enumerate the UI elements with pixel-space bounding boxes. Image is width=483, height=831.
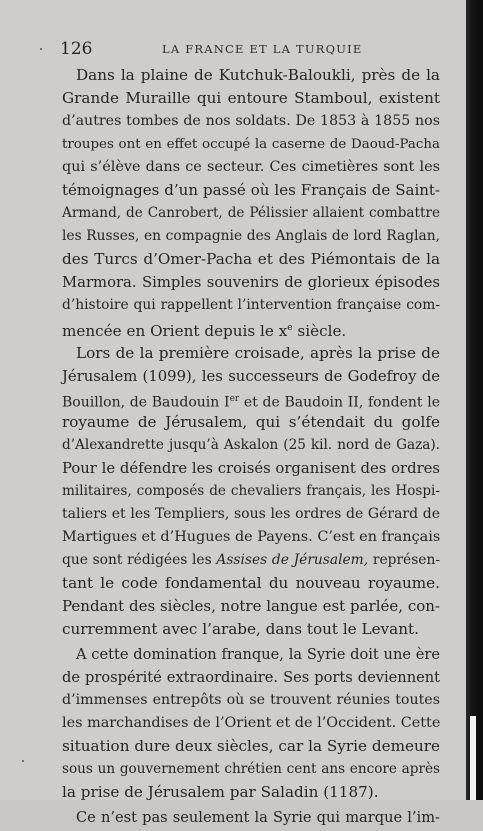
text-line: d’immenses entrepôts où se trouvent réunies toutes xyxy=(62,692,440,708)
text-line: situation dure deux siècles, car la Syrie demeure xyxy=(62,737,440,755)
running-head: LA FRANCE ET LA TURQUIE xyxy=(162,42,363,56)
text-line: qui s’élève dans ce secteur. Ces cimetières sont les xyxy=(62,159,440,175)
text-line: Grande Muraille qui entoure Stamboul, existent xyxy=(62,89,440,107)
text-line: Pour le défendre les croisés organisent des ordres xyxy=(62,460,440,477)
text-line: d’autres tombes de nos soldats. De 1853 à 1855 nos xyxy=(62,113,440,129)
page-number: 126 xyxy=(60,39,93,59)
italic-title: Assises de Jérusalem, xyxy=(216,552,369,568)
text-line: Dans la plaine de Kutchuk-Baloukli, près de la xyxy=(76,66,440,84)
text-line: Marmora. Simples souvenirs de glorieux épisodes xyxy=(62,274,440,291)
paragraph-1 xyxy=(62,64,440,340)
text-line: curremment avec l’arabe, dans tout le Levant. xyxy=(62,620,419,638)
text-line: les marchandises de l’Orient et de l’Occident. Cette xyxy=(62,715,441,731)
text-line: royaume de Jérusalem, qui s’étendait du golfe xyxy=(62,413,440,431)
paragraph-4 xyxy=(62,806,440,829)
text-fragment: que sont rédigées les xyxy=(62,552,217,568)
text-line: militaires, composés de chevaliers français, les Hospi- xyxy=(62,483,440,499)
text-line: des Turcs d’Omer-Pacha et des Piémontais de la xyxy=(62,250,440,268)
text-line: Martigues et d’Hugues de Payens. C’est en français xyxy=(62,529,441,545)
text-line: tant le code fondamental du nouveau royaume. xyxy=(62,574,440,592)
superscript: er xyxy=(229,394,240,404)
text-line: A cette domination franque, la Syrie doit une ère xyxy=(76,646,440,663)
text-line: taliers et les Templiers, sous les ordres de Gérard de xyxy=(62,506,440,522)
print-speck xyxy=(22,760,24,762)
text-line: la prise de Jérusalem par Saladin (1187). xyxy=(62,783,379,801)
text-fragment: siècle. xyxy=(292,322,347,341)
text-line: troupes ont en effet occupé la caserne de Daoud-Pacha xyxy=(62,137,440,152)
text-line: de prospérité extraordinaire. Ses ports deviennent xyxy=(62,669,440,686)
text-line: Armand, de Canrobert, de Pélissier allaient combattre xyxy=(62,205,440,221)
text-line: Ce n’est pas seulement la Syrie qui marque l’im- xyxy=(76,809,440,826)
text-line: sous un gouvernement chrétien cent ans encore après xyxy=(62,761,440,777)
page-edge-highlight xyxy=(470,716,476,800)
text-fragment: Bouillon, de Baudouin I xyxy=(62,394,230,411)
book-spine-shadow xyxy=(466,0,483,800)
text-fragment: mencée en Orient depuis le x xyxy=(62,322,288,341)
body-text xyxy=(62,64,440,831)
print-speck xyxy=(40,48,42,50)
page-header xyxy=(60,39,440,59)
text-line: Pendant des siècles, notre langue est parlée, con- xyxy=(62,597,440,615)
superscript: e xyxy=(287,323,293,333)
text-line xyxy=(62,317,440,340)
text-line: Lors de la première croisade, après la prise de xyxy=(76,344,440,362)
paragraph-3 xyxy=(62,643,440,804)
text-fragment: représen- xyxy=(368,552,440,568)
text-line: témoignages d’un passé où les Français de Saint- xyxy=(62,181,440,199)
text-line: les Russes, en compagnie des Anglais de lord Raglan, xyxy=(62,228,440,244)
text-line xyxy=(62,388,440,411)
text-line xyxy=(62,549,440,572)
text-line: Jérusalem (1099), les successeurs de Godefroy de xyxy=(62,368,440,385)
text-line: d’Alexandrette jusqu’à Askalon (25 kil. nord de Gaza). xyxy=(62,437,440,453)
paragraph-2 xyxy=(62,342,440,641)
text-line: d’histoire qui rappellent l’intervention française com- xyxy=(62,297,440,313)
text-fragment: et de Baudoin II, fondent le xyxy=(239,394,441,411)
